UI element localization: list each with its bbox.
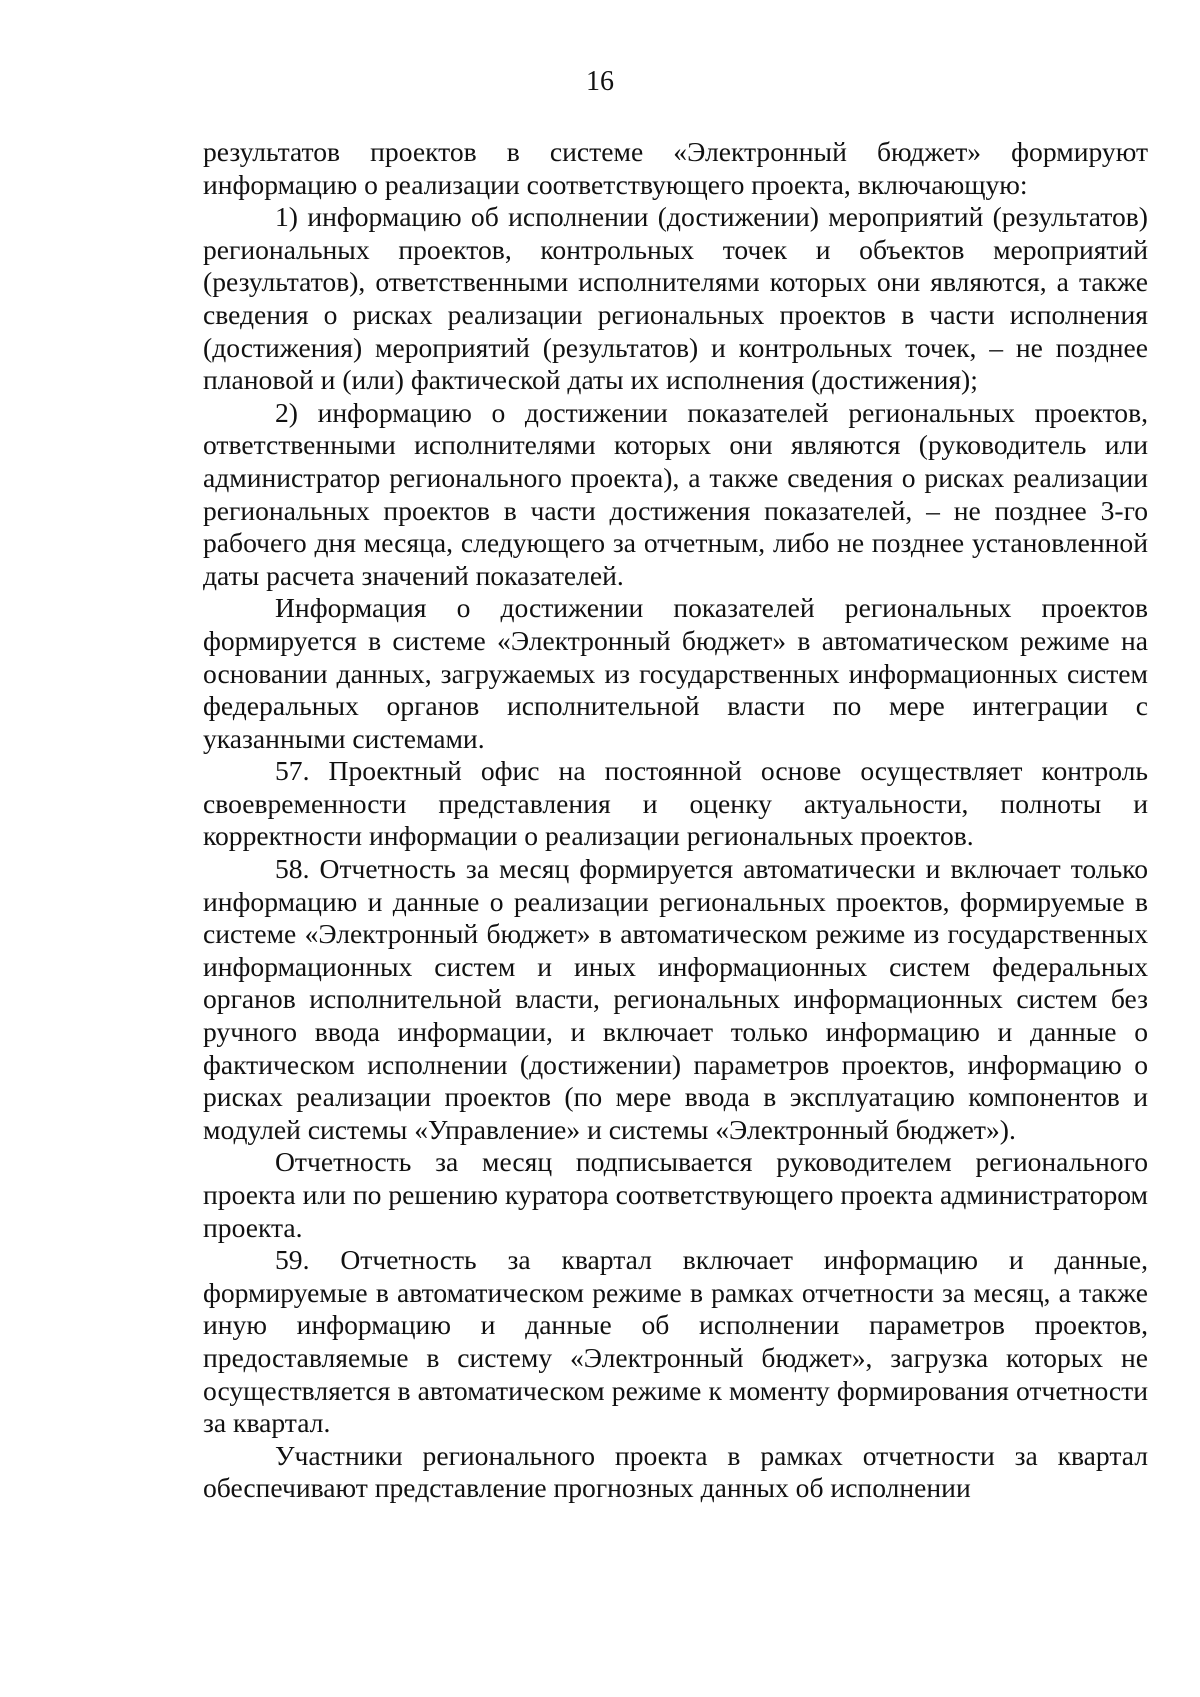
paragraph-monthly-signing: Отчетность за месяц подписывается руководителем регионального проекта или по решению куратора соответствующего проекта администратором проекта.: [203, 1146, 1148, 1243]
paragraph-participants: Участники регионального проекта в рамках отчетности за квартал обеспечивают представление прогнозных данных об исполнении: [203, 1439, 1148, 1504]
page-number: 16: [586, 66, 614, 97]
paragraph-57: 57. Проектный офис на постоянной основе осуществляет контроль своевременности представления и оценку актуальности, полноты и корректности информации о реализации региональных проектов.: [203, 755, 1148, 852]
paragraph-59: 59. Отчетность за квартал включает информацию и данные, формируемые в автоматическом режиме в рамках отчетности за месяц, а также иную информацию и данные об исполнении параметров проектов, предоставляемые в систему «Электронный бюджет», загрузка которых не осуществляется в автоматическом режиме к моменту формирования отчетности за квартал.: [203, 1244, 1148, 1439]
paragraph-58: 58. Отчетность за месяц формируется автоматически и включает только информацию и данные о реализации региональных проектов, формируемые в системе «Электронный бюджет» в автоматическом режиме из государственных информационных систем и иных информационных систем федеральных органов исполнительной власти, региональных информационных систем без ручного ввода информации, и включает только информацию и данные о фактическом исполнении (достижении) параметров проектов, информацию о рисках реализации проектов (по мере ввода в эксплуатацию компонентов и модулей системы «Управление» и системы «Электронный бюджет»).: [203, 853, 1148, 1145]
paragraph-indicators-info: Информация о достижении показателей региональных проектов формируется в системе «Электронный бюджет» в автоматическом режиме на основании данных, загружаемых из государственных информационных систем федеральных органов исполнительной власти по мере интеграции с указанными системами.: [203, 592, 1148, 754]
paragraph-item-1: 1) информацию об исполнении (достижении) мероприятий (результатов) региональных проектов, контрольных точек и объектов мероприятий (результатов), ответственными исполнителями которых они являются, а также сведения о рисках реализации региональных проектов в части исполнения (достижения) мероприятий (результатов) и контрольных точек, – не позднее плановой и (или) фактической даты их исполнения (достижения);: [203, 201, 1148, 396]
paragraph-continuation: результатов проектов в системе «Электронный бюджет» формируют информацию о реализации соответствующего проекта, включающую:: [203, 136, 1148, 200]
paragraph-item-2: 2) информацию о достижении показателей региональных проектов, ответственными исполнителями которых они являются (руководитель или администратор регионального проекта), а также сведения о рисках реализации региональных проектов в части достижения показателей, – не позднее 3-го рабочего дня месяца, следующего за отчетным, либо не позднее установленной даты расчета значений показателей.: [203, 396, 1148, 591]
document-body: [203, 136, 1148, 1505]
